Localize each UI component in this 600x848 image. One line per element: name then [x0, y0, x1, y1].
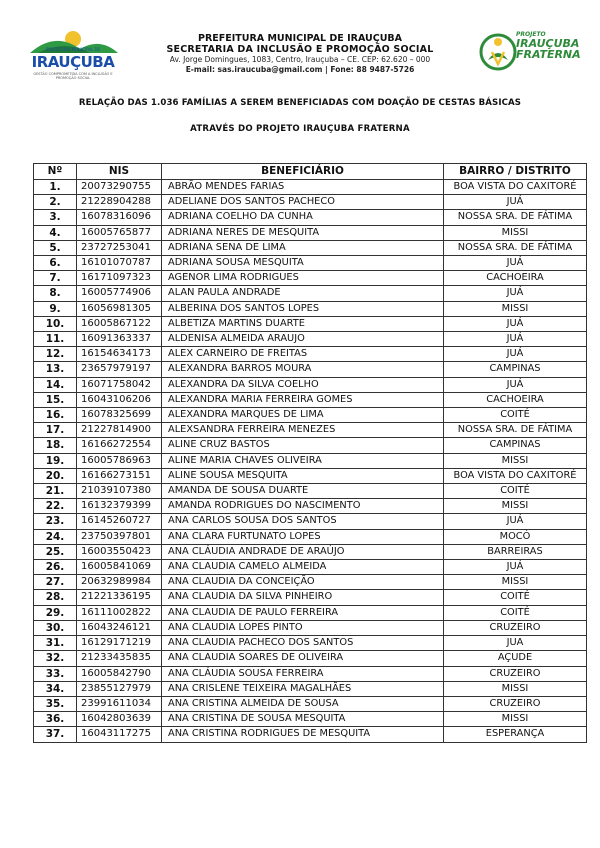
- row-beneficiario: ANA CLÁUDIA ANDRADE DE ARAÚJO: [162, 544, 444, 559]
- row-number: 14.: [34, 377, 77, 392]
- row-nis: 16171097323: [77, 271, 162, 286]
- row-nis: 16132379399: [77, 499, 162, 514]
- row-beneficiario: ALAN PAULA ANDRADE: [162, 286, 444, 301]
- row-number: 35.: [34, 696, 77, 711]
- table-row: [34, 408, 587, 423]
- row-nis: 21039107380: [77, 484, 162, 499]
- row-bairro: JUÁ: [444, 377, 587, 392]
- table-row: [34, 286, 587, 301]
- row-beneficiario: ANA CRISTINA RODRIGUES DE MESQUITA: [162, 727, 444, 742]
- row-beneficiario: ALEXANDRA MARIA FERREIRA GOMES: [162, 392, 444, 407]
- row-number: 17.: [34, 423, 77, 438]
- row-nis: 16129171219: [77, 636, 162, 651]
- table-row: [34, 210, 587, 225]
- header-contact: E-mail: sas.iraucuba@gmail.com | Fone: 88 9487-5726: [185, 65, 415, 74]
- row-number: 1.: [34, 180, 77, 195]
- row-beneficiario: ALBERINA DOS SANTOS LOPES: [162, 301, 444, 316]
- row-number: 6.: [34, 256, 77, 271]
- row-bairro: COITÉ: [444, 484, 587, 499]
- row-nis: 16154634173: [77, 347, 162, 362]
- row-bairro: JUÁ: [444, 286, 587, 301]
- row-beneficiario: ADRIANA SENA DE LIMA: [162, 240, 444, 255]
- row-bairro: MISSI: [444, 453, 587, 468]
- row-bairro: COITÉ: [444, 590, 587, 605]
- row-beneficiario: ADRIANA NERES DE MESQUITA: [162, 225, 444, 240]
- row-nis: 16042803639: [77, 712, 162, 727]
- row-nis: 16005841069: [77, 560, 162, 575]
- row-beneficiario: ALEX CARNEIRO DE FREITAS: [162, 347, 444, 362]
- row-number: 19.: [34, 453, 77, 468]
- row-nis: 16043106206: [77, 392, 162, 407]
- beneficiaries-table: [33, 163, 587, 743]
- row-beneficiario: ANA CLAUDIA DA CONCEIÇÃO: [162, 575, 444, 590]
- row-nis: 16111002822: [77, 605, 162, 620]
- row-nis: 21228904288: [77, 195, 162, 210]
- row-bairro: AÇUDE: [444, 651, 587, 666]
- table-row: [34, 712, 587, 727]
- row-bairro: MOCÓ: [444, 529, 587, 544]
- table-row: [34, 544, 587, 559]
- table-row: [34, 484, 587, 499]
- table-row: [34, 605, 587, 620]
- table-row: [34, 392, 587, 407]
- row-number: 26.: [34, 560, 77, 575]
- table-row: [34, 529, 587, 544]
- row-beneficiario: ALINE SOUSA MESQUITA: [162, 468, 444, 483]
- row-beneficiario: AGENOR LIMA RODRIGUES: [162, 271, 444, 286]
- row-bairro: BOA VISTA DO CAXITORÉ: [444, 468, 587, 483]
- row-beneficiario: ANA CLÁUDIA SOUSA FERREIRA: [162, 666, 444, 681]
- letterhead: [140, 33, 460, 75]
- row-bairro: JUÁ: [444, 347, 587, 362]
- row-beneficiario: ANA CLAUDIA DE PAULO FERREIRA: [162, 605, 444, 620]
- row-bairro: JUÁ: [444, 514, 587, 529]
- row-bairro: NOSSA SRA. DE FÁTIMA: [444, 423, 587, 438]
- table-row: [34, 240, 587, 255]
- row-nis: 23750397801: [77, 529, 162, 544]
- table-row: [34, 651, 587, 666]
- row-bairro: CRUZEIRO: [444, 696, 587, 711]
- table-row: [34, 301, 587, 316]
- row-number: 9.: [34, 301, 77, 316]
- row-beneficiario: ANA CLAUDIA CAMELO ALMEIDA: [162, 560, 444, 575]
- row-beneficiario: ANA CRISTINA ALMEIDA DE SOUSA: [162, 696, 444, 711]
- row-beneficiario: ALEXANDRA MARQUES DE LIMA: [162, 408, 444, 423]
- table-row: [34, 666, 587, 681]
- logo-top-text: PREFEITURA MUNICIPAL DE: [45, 47, 101, 52]
- table-row: [34, 560, 587, 575]
- row-number: 16.: [34, 408, 77, 423]
- row-nis: 16043117275: [77, 727, 162, 742]
- table-header-row: [34, 164, 587, 180]
- row-nis: 16005765877: [77, 225, 162, 240]
- row-bairro: MISSI: [444, 681, 587, 696]
- table-row: [34, 636, 587, 651]
- row-bairro: JUÁ: [444, 256, 587, 271]
- row-bairro: MISSI: [444, 499, 587, 514]
- table-row: [34, 514, 587, 529]
- row-nis: 16166273151: [77, 468, 162, 483]
- row-beneficiario: ADELIANE DOS SANTOS PACHECO: [162, 195, 444, 210]
- logo-bottom-text: GESTÃO COMPROMETIDA COM A INCLUSÃO E PROMOÇÃO SOCIAL: [33, 72, 113, 80]
- row-beneficiario: ANA CLAUDIA PACHECO DOS SANTOS: [162, 636, 444, 651]
- table-row: [34, 575, 587, 590]
- table-row: [34, 453, 587, 468]
- row-number: 28.: [34, 590, 77, 605]
- row-number: 27.: [34, 575, 77, 590]
- row-nis: 21227814900: [77, 423, 162, 438]
- row-number: 20.: [34, 468, 77, 483]
- header-address: Av. Jorge Domingues, 1083, Centro, Irauçuba – CE. CEP: 62.620 – 000: [169, 55, 431, 64]
- table-row: [34, 362, 587, 377]
- row-bairro: CAMPINAS: [444, 362, 587, 377]
- logo-name: IRAUÇUBA: [31, 53, 115, 71]
- document-title: RELAÇÃO DAS 1.036 FAMÍLIAS A SEREM BENEFICIADAS COM DOAÇÃO DE CESTAS BÁSICAS: [78, 98, 522, 108]
- row-number: 8.: [34, 286, 77, 301]
- row-beneficiario: ALEXSANDRA FERREIRA MENEZES: [162, 423, 444, 438]
- table-row: [34, 316, 587, 331]
- row-number: 3.: [34, 210, 77, 225]
- row-beneficiario: ALEXANDRA BARROS MOURA: [162, 362, 444, 377]
- table-row: [34, 180, 587, 195]
- row-beneficiario: ANA CRISTINA DE SOUSA MESQUITA: [162, 712, 444, 727]
- prefeitura-logo: [20, 25, 126, 80]
- row-bairro: COITÉ: [444, 605, 587, 620]
- table-row: [34, 225, 587, 240]
- row-beneficiario: ABRÃO MENDES FARIAS: [162, 180, 444, 195]
- row-nis: 16003550423: [77, 544, 162, 559]
- row-number: 13.: [34, 362, 77, 377]
- row-nis: 16043246121: [77, 620, 162, 635]
- col-header-nis: NIS: [77, 164, 162, 180]
- row-bairro: CACHOEIRA: [444, 271, 587, 286]
- row-number: 37.: [34, 727, 77, 742]
- row-nis: 23991611034: [77, 696, 162, 711]
- row-number: 18.: [34, 438, 77, 453]
- header-line-2: SECRETARIA DA INCLUSÃO E PROMOÇÃO SOCIAL: [166, 44, 434, 55]
- row-number: 33.: [34, 666, 77, 681]
- row-nis: 16005774906: [77, 286, 162, 301]
- col-header-num: Nº: [34, 164, 77, 180]
- projeto-brand: [516, 32, 581, 60]
- row-bairro: NOSSA SRA. DE FÁTIMA: [444, 210, 587, 225]
- row-beneficiario: ANA CRISLENE TEIXEIRA MAGALHÃES: [162, 681, 444, 696]
- row-bairro: MISSI: [444, 575, 587, 590]
- row-bairro: CRUZEIRO: [444, 666, 587, 681]
- row-beneficiario: ANA CLAUDIA LOPES PINTO: [162, 620, 444, 635]
- row-bairro: MISSI: [444, 225, 587, 240]
- row-bairro: CRUZEIRO: [444, 620, 587, 635]
- table-row: [34, 347, 587, 362]
- row-bairro: CACHOEIRA: [444, 392, 587, 407]
- row-bairro: JUÁ: [444, 560, 587, 575]
- row-nis: 23855127979: [77, 681, 162, 696]
- brand-big-2: FRATERNA: [516, 48, 581, 61]
- row-bairro: JUÁ: [444, 332, 587, 347]
- table-row: [34, 423, 587, 438]
- row-nis: 16166272554: [77, 438, 162, 453]
- row-beneficiario: ADRIANA COELHO DA CUNHA: [162, 210, 444, 225]
- row-bairro: COITÉ: [444, 408, 587, 423]
- table-row: [34, 332, 587, 347]
- table-row: [34, 468, 587, 483]
- row-nis: 16091363337: [77, 332, 162, 347]
- row-beneficiario: ADRIANA SOUSA MESQUITA: [162, 256, 444, 271]
- row-bairro: CAMPINAS: [444, 438, 587, 453]
- row-beneficiario: ANA CLAUDIA DA SILVA PINHEIRO: [162, 590, 444, 605]
- table-row: [34, 727, 587, 742]
- brand-big-1: IRAUÇUBA: [516, 37, 580, 50]
- row-number: 5.: [34, 240, 77, 255]
- row-number: 34.: [34, 681, 77, 696]
- brand-small: PROJETO: [516, 31, 546, 38]
- col-header-beneficiario: BENEFICIÁRIO: [162, 164, 444, 180]
- table-row: [34, 696, 587, 711]
- row-nis: 16005867122: [77, 316, 162, 331]
- table-row: [34, 590, 587, 605]
- people-heart-icon: [478, 30, 518, 74]
- row-nis: 23727253041: [77, 240, 162, 255]
- row-number: 22.: [34, 499, 77, 514]
- row-number: 4.: [34, 225, 77, 240]
- row-beneficiario: ALEXANDRA DA SILVA COELHO: [162, 377, 444, 392]
- row-bairro: NOSSA SRA. DE FÁTIMA: [444, 240, 587, 255]
- row-nis: 16056981305: [77, 301, 162, 316]
- row-bairro: BARREIRAS: [444, 544, 587, 559]
- projeto-logo: [478, 28, 588, 78]
- row-number: 24.: [34, 529, 77, 544]
- row-bairro: MISSI: [444, 712, 587, 727]
- table-row: [34, 438, 587, 453]
- row-beneficiario: ALBETIZA MARTINS DUARTE: [162, 316, 444, 331]
- row-number: 36.: [34, 712, 77, 727]
- row-nis: 16005842790: [77, 666, 162, 681]
- table-row: [34, 195, 587, 210]
- table-row: [34, 681, 587, 696]
- table-row: [34, 271, 587, 286]
- row-number: 29.: [34, 605, 77, 620]
- row-beneficiario: ANA CARLOS SOUSA DOS SANTOS: [162, 514, 444, 529]
- col-header-bairro: BAIRRO / DISTRITO: [444, 164, 587, 180]
- row-number: 30.: [34, 620, 77, 635]
- row-bairro: JUA: [444, 636, 587, 651]
- table-row: [34, 499, 587, 514]
- row-bairro: JUÁ: [444, 316, 587, 331]
- row-nis: 16078325699: [77, 408, 162, 423]
- row-number: 12.: [34, 347, 77, 362]
- table-row: [34, 256, 587, 271]
- row-beneficiario: ALINE MARIA CHAVES OLIVEIRA: [162, 453, 444, 468]
- row-nis: 21233435835: [77, 651, 162, 666]
- document-subtitle: ATRAVÉS DO PROJETO IRAUÇUBA FRATERNA: [190, 124, 410, 134]
- row-beneficiario: ALINE CRUZ BASTOS: [162, 438, 444, 453]
- row-nis: 16078316096: [77, 210, 162, 225]
- row-nis: 16101070787: [77, 256, 162, 271]
- row-number: 25.: [34, 544, 77, 559]
- row-nis: 16071758042: [77, 377, 162, 392]
- row-number: 11.: [34, 332, 77, 347]
- row-number: 31.: [34, 636, 77, 651]
- row-bairro: ESPERANÇA: [444, 727, 587, 742]
- row-number: 10.: [34, 316, 77, 331]
- row-beneficiario: ALDENISA ALMEIDA ARAUJO: [162, 332, 444, 347]
- row-beneficiario: AMANDA RODRIGUES DO NASCIMENTO: [162, 499, 444, 514]
- row-bairro: BOA VISTA DO CAXITORÉ: [444, 180, 587, 195]
- row-bairro: JUÁ: [444, 195, 587, 210]
- row-nis: 16145260727: [77, 514, 162, 529]
- row-nis: 20073290755: [77, 180, 162, 195]
- row-nis: 16005786963: [77, 453, 162, 468]
- row-bairro: MISSI: [444, 301, 587, 316]
- row-number: 32.: [34, 651, 77, 666]
- row-number: 21.: [34, 484, 77, 499]
- row-beneficiario: ANA CLAUDIA SOARES DE OLIVEIRA: [162, 651, 444, 666]
- table-row: [34, 620, 587, 635]
- row-nis: 20632989984: [77, 575, 162, 590]
- row-number: 23.: [34, 514, 77, 529]
- table-row: [34, 377, 587, 392]
- row-number: 2.: [34, 195, 77, 210]
- row-beneficiario: AMANDA DE SOUSA DUARTE: [162, 484, 444, 499]
- row-number: 15.: [34, 392, 77, 407]
- row-number: 7.: [34, 271, 77, 286]
- row-nis: 23657979197: [77, 362, 162, 377]
- header-line-1: PREFEITURA MUNICIPAL DE IRAUÇUBA: [198, 33, 402, 44]
- row-beneficiario: ANA CLARA FURTUNATO LOPES: [162, 529, 444, 544]
- row-nis: 21221336195: [77, 590, 162, 605]
